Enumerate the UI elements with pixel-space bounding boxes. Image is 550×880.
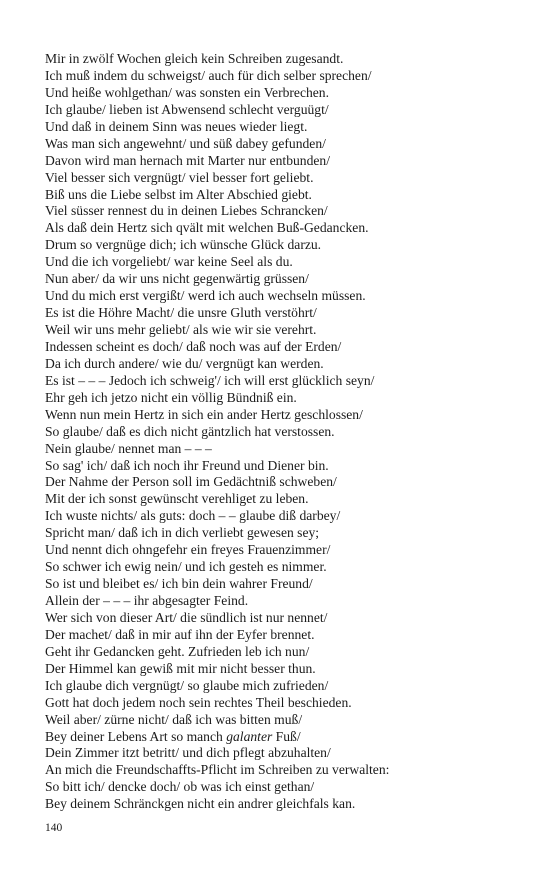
poem-line: So sag' ich/ daß ich noch ihr Freund und Diener bin.: [45, 457, 329, 473]
poem-line: Da ich durch andere/ wie du/ vergnügt kan werden.: [45, 355, 324, 371]
poem-line: Nun aber/ da wir uns nicht gegenwärtig grüssen/: [45, 271, 309, 287]
poem-line: Dein Zimmer itzt betritt/ und dich pflegt abzuhalten/: [45, 745, 331, 761]
poem-line: Der Himmel kan gewiß mit mir nicht besser thun.: [45, 660, 316, 676]
poem-line: Und nennt dich ohngefehr ein freyes Frauenzimmer/: [45, 542, 331, 558]
poem-line: Es ist – – – Jedoch ich schweig'/ ich will erst glücklich seyn/: [45, 372, 375, 388]
poem-line: Wenn nun mein Hertz in sich ein ander Hertz geschlossen/: [45, 406, 363, 422]
poem-line: Und heiße wohlgethan/ was sonsten ein Verbrechen.: [45, 84, 330, 100]
poem-line: Biß uns die Liebe selbst im Alter Abschied giebt.: [45, 186, 312, 202]
poem-line: So ist und bleibet es/ ich bin dein wahrer Freund/: [45, 576, 313, 592]
italic-emphasis: galanter: [226, 728, 273, 744]
poem-line: Und du mich erst vergißt/ werd ich auch wechseln müssen.: [45, 288, 366, 304]
poem-line: Gott hat doch jedem noch sein rechtes Theil beschieden.: [45, 694, 352, 710]
poem-line: Bey deinem Schränckgen nicht ein andrer gleichfals kan.: [45, 796, 356, 812]
poem-line: Wer sich von dieser Art/ die sündlich ist nur nennet/: [45, 609, 328, 625]
poem-line: Indessen scheint es doch/ daß noch was auf der Erden/: [45, 338, 342, 354]
poem-line: Der Nahme der Person soll im Gedächtniß schweben/: [45, 474, 337, 490]
poem-text: [45, 51, 535, 813]
poem-line: Drum so vergnüge dich; ich wünsche Glück darzu.: [45, 237, 322, 253]
poem-line: Spricht man/ daß ich in dich verliebt gewesen sey;: [45, 525, 320, 541]
poem-line: Ich glaube dich vergnügt/ so glaube mich zufrieden/: [45, 677, 329, 693]
poem-line: Geht ihr Gedancken geht. Zufrieden leb ich nun/: [45, 643, 310, 659]
poem-line: So glaube/ daß es dich nicht gäntzlich hat verstossen.: [45, 423, 335, 439]
poem-line: So bitt ich/ dencke doch/ ob was ich einst gethan/: [45, 779, 315, 795]
poem-line: Davon wird man hernach mit Marter nur entbunden/: [45, 152, 331, 168]
poem-line: Was man sich angewehnt/ und süß dabey gefunden/: [45, 135, 326, 151]
poem-line: Ich wuste nichts/ als guts: doch – – glaube diß darbey/: [45, 508, 341, 524]
poem-line: Viel besser sich vergnügt/ viel besser fort geliebt.: [45, 169, 314, 185]
poem-line: Ich muß indem du schweigst/ auch für dich selber sprechen/: [45, 67, 372, 83]
poem-line: Mir in zwölf Wochen gleich kein Schreiben zugesandt.: [45, 51, 344, 66]
poem-line: Bey deiner Lebens Art so manch galanter Fuß/: [45, 728, 301, 744]
poem-line: Mit der ich sonst gewünscht verehliget zu leben.: [45, 491, 309, 507]
poem-line: So schwer ich ewig nein/ und ich gesteh es nimmer.: [45, 559, 327, 575]
poem-line: Weil wir uns mehr geliebt/ als wie wir sie verehrt.: [45, 322, 317, 337]
poem-line: Der machet/ daß in mir auf ihn der Eyfer brennet.: [45, 626, 315, 642]
poem-line: Ehr geh ich jetzo nicht ein völlig Bündniß ein.: [45, 389, 297, 405]
poem-line: Weil aber/ zürne nicht/ daß ich was bitten muß/: [45, 711, 303, 727]
poem-line: An mich die Freundschaffts-Pflicht im Schreiben zu verwalten:: [45, 762, 390, 778]
poem-line: Es ist die Höhre Macht/ die unsre Gluth verstöhrt/: [45, 305, 317, 321]
poem-line: Viel süsser rennest du in deinen Liebes Schrancken/: [45, 203, 328, 219]
poem-line: Als daß dein Hertz sich qvält mit welchen Buß-Gedancken.: [45, 220, 369, 236]
page-number: 140: [45, 822, 63, 834]
poem-line: Und die ich vorgeliebt/ war keine Seel als du.: [45, 254, 293, 270]
poem-line: Nein glaube/ nennet man – – –: [45, 440, 212, 456]
poem-line: Ich glaube/ lieben ist Abwensend schlecht verguügt/: [45, 101, 329, 117]
poem-line: Und daß in deinem Sinn was neues wieder liegt.: [45, 118, 308, 134]
poem-line: Allein der – – – ihr abgesagter Feind.: [45, 593, 249, 608]
